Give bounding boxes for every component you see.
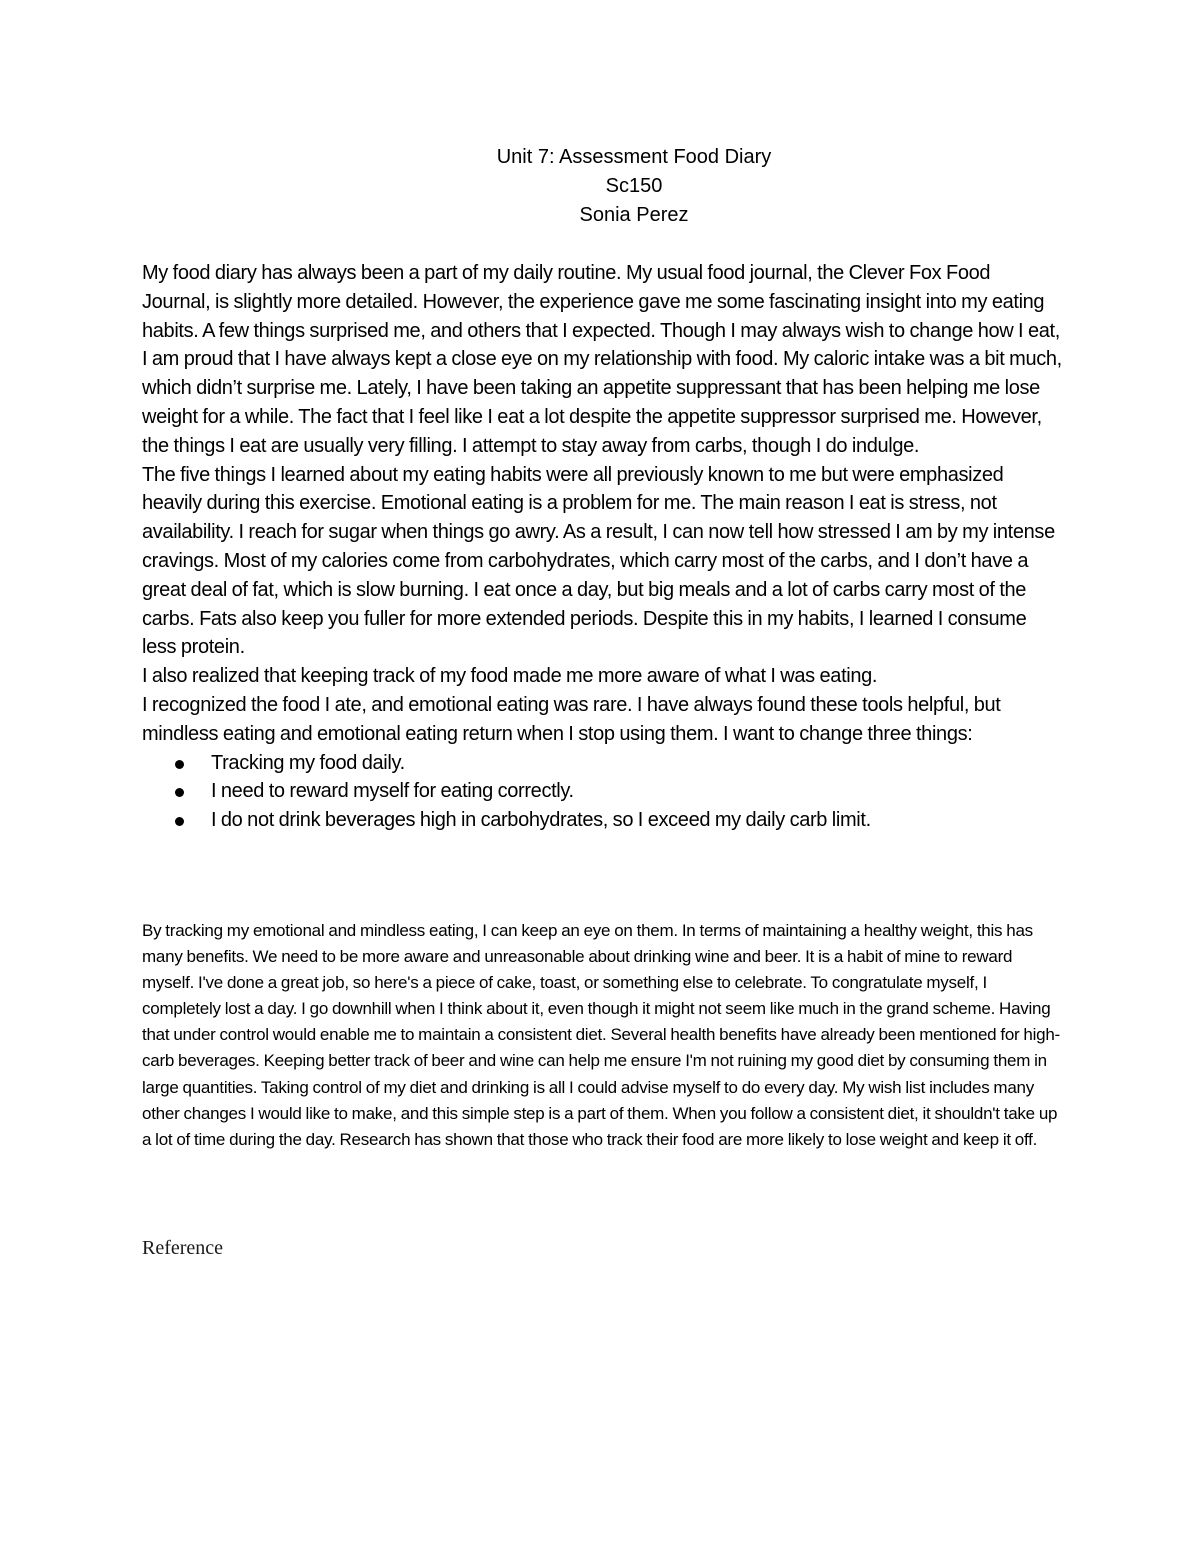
paragraph-conclusion: By tracking my emotional and mindless eating, I can keep an eye on them. In terms of maintaining a healthy weight, this has many benefits. We need to be more aware and unreasonable about drinking wine and beer. It is a habit of mine to reward myself. I've done a great job, so here's a piece of cake, toast, or something else to celebrate. To congratulate myself, I completely lost a day. I go downhill when I think about it, even though it might not seem like much in the grand scheme. Having that under control would enable me to maintain a consistent diet. Several health benefits have already been mentioned for high-carb beverages. Keeping better track of beer and wine can help me ensure I'm not ruining my good diet by consuming them in large quantities. Taking control of my diet and drinking is all I could advise myself to do every day. My wish list includes many other changes I would like to make, and this simple step is a part of them. When you follow a consistent diet, it shouldn't take up a lot of time during the day. Research has shown that those who track their food are more likely to lose weight and keep it off. bbox=[142, 921, 1060, 1149]
paragraph-change: I recognized the food I ate, and emotional eating was rare. I have always found these tools helpful, but mindless eating and emotional eating return when I stop using them. I want to change three things: bbox=[142, 693, 1001, 745]
list-item-text: Tracking my food daily. bbox=[211, 751, 405, 774]
bullet-icon bbox=[175, 817, 184, 826]
paragraph-intro: My food diary has always been a part of my daily routine. My usual food journal, the Clever Fox Food Journal, is slightly more detailed. However, the experience gave me some fascinating insight into my eating habits. A few things surprised me, and others that I expected. Though I may always wish to change how I eat, I am proud that I have always kept a close eye on my relationship with food. My caloric intake was a bit much, which didn’t surprise me. Lately, I have been taking an appetite suppressant that has been helping me lose weight for a while. The fact that I feel like I eat a lot despite the appetite suppressor surprised me. However, the things I eat are usually very filling. I attempt to stay away from carbs, though I do indulge. bbox=[142, 262, 1062, 457]
bullet-icon bbox=[175, 760, 184, 769]
paragraph-five-things: The five things I learned about my eating habits were all previously known to me but were emphasized heavily during this exercise. Emotional eating is a problem for me. The main reason I eat is stress, not availability. I reach for sugar when things go awry. As a result, I can now tell how stressed I am by my intense cravings. Most of my calories come from carbohydrates, which carry most of the carbs, and I don’t have a great deal of fat, which is slow burning. I eat once a day, but big meals and a lot of carbs carry most of the carbs. Fats also keep you fuller for more extended periods. Despite this in my habits, I learned I consume less protein. bbox=[142, 463, 1055, 659]
course-code: Sc150 bbox=[605, 175, 663, 197]
document-title: Unit 7: Assessment Food Diary bbox=[496, 146, 772, 168]
paragraph-awareness: I also realized that keeping track of my food made me more aware of what I was eating. bbox=[142, 665, 878, 688]
list-item bbox=[142, 749, 1062, 778]
document-header bbox=[0, 143, 1200, 230]
list-item-text: I need to reward myself for eating correctly. bbox=[211, 780, 574, 803]
document-body bbox=[142, 259, 1062, 835]
list-item-text: I do not drink beverages high in carbohydrates, so I exceed my daily carb limit. bbox=[211, 809, 871, 832]
list-item bbox=[142, 806, 1062, 835]
change-list bbox=[142, 749, 1062, 835]
bullet-icon bbox=[175, 788, 184, 797]
list-item bbox=[142, 777, 1062, 806]
paragraph-conclusion-block bbox=[142, 918, 1062, 1153]
author-name: Sonia Perez bbox=[579, 204, 689, 226]
reference-heading: Reference bbox=[142, 1237, 224, 1259]
